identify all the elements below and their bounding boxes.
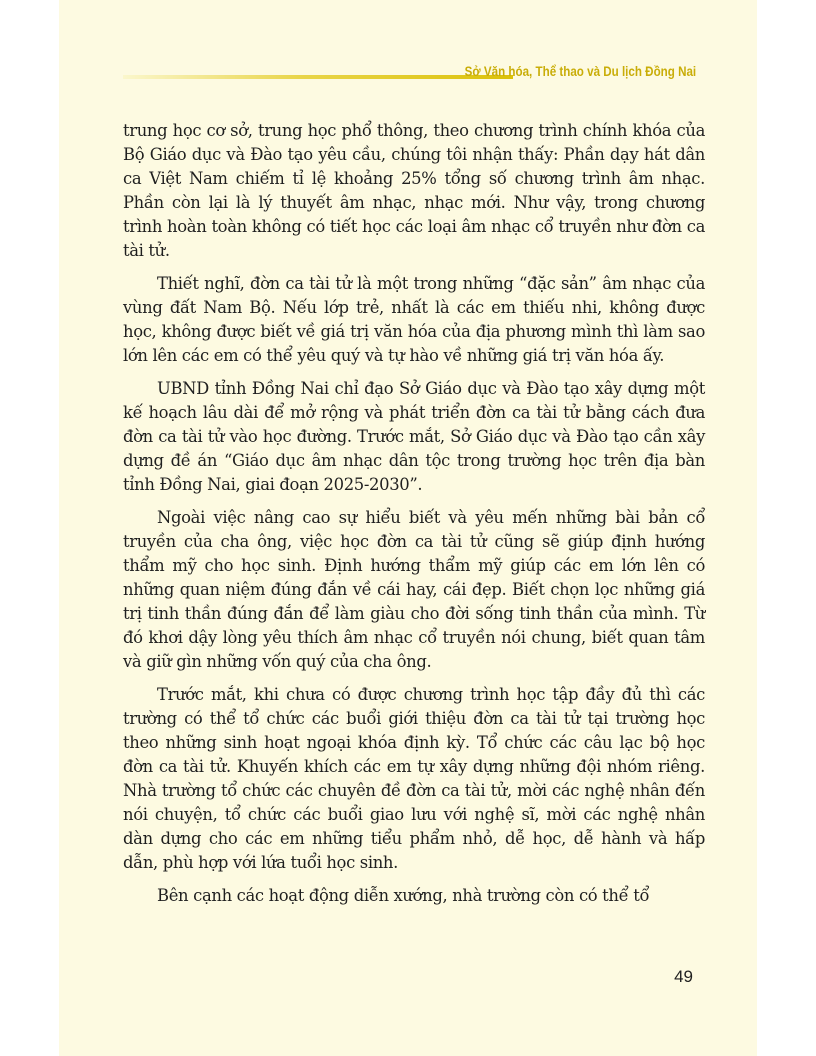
paragraph: UBND tỉnh Đồng Nai chỉ đạo Sở Giáo dục và Đào tạo xây dựng một kế hoạch lâu dài để mở rộng và phát triển đờn ca tài tử bằng cách đưa đờn ca tài tử vào học đường. Trước mắt, Sở Giáo dục và Đào tạo cần xây dựng đề án “Giáo dục âm nhạc dân tộc trong trường học trên địa bàn tỉnh Đồng Nai, giai đoạn 2025-2030”.	[123, 379, 705, 494]
paragraph: Trước mắt, khi chưa có được chương trình học tập đầy đủ thì các trường có thể tổ chức các buổi giới thiệu đờn ca tài tử tại trường học theo những sinh hoạt ngoại khóa định kỳ. Tổ chức các câu lạc bộ học đờn ca tài tử. Khuyến khích các em tự xây dựng những đội nhóm riêng. Nhà trường tổ chức các chuyên đề đờn ca tài tử, mời các nghệ nhân đến nói chuyện, tổ chức các buổi giao lưu với nghệ sĩ, mời các nghệ nhân dàn dựng cho các em những tiểu phẩm nhỏ, dễ học, dễ hành và hấp dẫn, phù hợp với lứa tuổi học sinh.	[123, 685, 705, 872]
page-body	[123, 119, 705, 917]
paragraph: Thiết nghĩ, đờn ca tài tử là một trong những “đặc sản” âm nhạc của vùng đất Nam Bộ. Nếu lớp trẻ, nhất là các em thiếu nhi, không được học, không được biết về giá trị văn hóa của địa phương mình thì làm sao lớn lên các em có thể yêu quý và tự hào về những giá trị văn hóa ấy.	[123, 274, 705, 365]
paragraph: Bên cạnh các hoạt động diễn xướng, nhà trường còn có thể tổ	[157, 886, 650, 905]
paragraph: Ngoài việc nâng cao sự hiểu biết và yêu mến những bài bản cổ truyền của cha ông, việc học đờn ca tài tử cũng sẽ giúp định hướng thẩm mỹ cho học sinh. Định hướng thẩm mỹ giúp các em lớn lên có những quan niệm đúng đắn về cái hay, cái đẹp. Biết chọn lọc những giá trị tinh thần đúng đắn để làm giàu cho đời sống tinh thần của mình. Từ đó khơi dậy lòng yêu thích âm nhạc cổ truyền nói chung, biết quan tâm và giữ gìn những vốn quý của cha ông.	[123, 508, 705, 671]
header-rule	[123, 75, 513, 79]
page-number: 49	[674, 967, 693, 986]
book-page	[59, 0, 757, 1056]
paragraph: trung học cơ sở, trung học phổ thông, theo chương trình chính khóa của Bộ Giáo dục và Đào tạo yêu cầu, chúng tôi nhận thấy: Phần dạy hát dân ca Việt Nam chiếm tỉ lệ khoảng 25% tổng số chương trình âm nhạc. Phần còn lại là lý thuyết âm nhạc, nhạc mới. Như vậy, trong chương trình hoàn toàn không có tiết học các loại âm nhạc cổ truyền như đờn ca tài tử.	[123, 121, 705, 260]
running-header: Sở Văn hóa, Thể thao và Du lịch Đồng Nai	[464, 64, 696, 79]
